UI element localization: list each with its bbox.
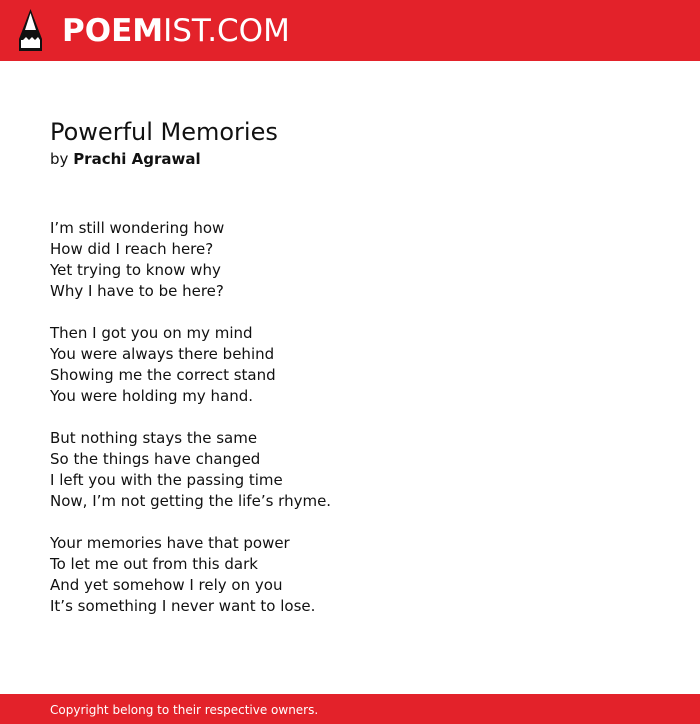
poem-line: Showing me the correct stand [50, 366, 276, 384]
stanza [50, 533, 650, 617]
poem-line: To let me out from this dark [50, 555, 258, 573]
poem-line: I left you with the passing time [50, 471, 283, 489]
poem-line: Your memories have that power [50, 534, 290, 552]
poem-line: I’m still wondering how [50, 219, 225, 237]
poem-line: But nothing stays the same [50, 429, 258, 447]
poem-title: Powerful Memories [50, 118, 278, 146]
poem-line: And yet somehow I rely on you [50, 576, 283, 594]
stanza [50, 218, 650, 302]
stanza [50, 323, 650, 407]
poem-line: Why I have to be here? [50, 282, 224, 300]
poem-line: Then I got you on my mind [50, 324, 253, 342]
poem-line: You were always there behind [50, 345, 275, 363]
poem-byline [50, 148, 201, 170]
poem-line: You were holding my hand. [50, 387, 254, 405]
poem-line: So the things have changed [50, 450, 261, 468]
poem-line: It’s something I never want to lose. [50, 597, 316, 615]
logo-brand-bold: POEM [62, 13, 164, 49]
stanza [50, 428, 650, 512]
copyright-notice: Copyright belong to their respective owners. [50, 703, 319, 717]
pencil-icon[interactable] [18, 9, 43, 51]
poem-line: Yet trying to know why [50, 261, 221, 279]
poem-body [50, 218, 650, 638]
poem-author: Prachi Agrawal [73, 150, 201, 168]
by-label: by [50, 150, 69, 168]
site-footer [0, 694, 700, 724]
poem-line: Now, I’m not getting the life’s rhyme. [50, 492, 332, 510]
poem-line: How did I reach here? [50, 240, 214, 258]
site-header [0, 0, 700, 61]
logo-brand-rest: IST.COM [163, 13, 290, 49]
site-logo[interactable] [62, 13, 290, 49]
